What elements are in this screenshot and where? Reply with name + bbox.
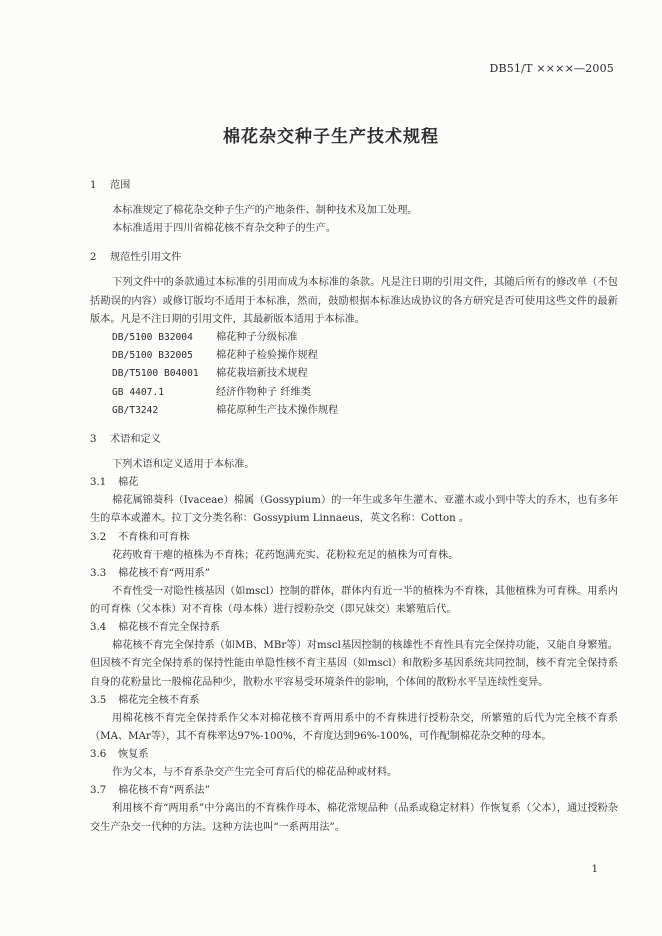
term-number: 3.3 (90, 567, 107, 579)
term-heading (90, 782, 618, 800)
reference-name: 经济作物种子 纤维类 (216, 386, 311, 398)
section-number: 2 (90, 252, 97, 264)
reference-name: 棉花原种生产技术操作规程 (216, 404, 339, 416)
term-heading (90, 619, 618, 637)
term-definition: 花药败育干瘪的植株为不育株；花药饱满充实、花粉粒充足的植株为可育株。 (112, 549, 459, 561)
section-heading-terms (90, 430, 618, 450)
term-title: 不育株和可育株 (118, 531, 190, 543)
section-title: 规范性引用文件 (110, 252, 182, 264)
section-heading-scope (90, 176, 618, 196)
paragraph: 本标准规定了棉花杂交种子生产的产地条件、制种技术及加工处理。 (112, 205, 418, 216)
section-number: 1 (90, 180, 97, 191)
standard-code: DB51/T ××××—2005 (489, 62, 614, 75)
term-title: 棉花完全核不育系 (118, 694, 200, 706)
paragraph: 下列术语和定义适用于本标准。 (112, 459, 255, 471)
reference-item (90, 365, 618, 383)
paragraph: 下列文件中的条款通过本标准的引用而成为本标准的条款。凡是注日期的引用文件，其随后所有的修改单（不包括勘误的内容）或修订版均不适用于本标准，然而，鼓励根据本标准达成协议的各方研究是否可使用这些文件的最新版本。凡是不注日期的引用文件，其最新版本适用于本标准。 (90, 277, 618, 325)
reference-item (90, 402, 618, 420)
document-body (90, 176, 618, 837)
term-heading (90, 565, 618, 583)
reference-item (90, 384, 618, 402)
section-number: 3 (90, 434, 97, 446)
section-heading-normative-references (90, 248, 618, 268)
reference-name: 棉花栽培新技术规程 (216, 368, 308, 380)
reference-code: GB/T3242 (112, 404, 159, 416)
term-heading (90, 474, 618, 492)
term-number: 3.5 (90, 694, 107, 706)
reference-item (90, 347, 618, 365)
reference-item (90, 329, 618, 347)
term-title: 棉花核不育“两系法” (118, 785, 210, 797)
term-title: 棉花核不育“两用系” (118, 567, 210, 579)
term-number: 3.7 (90, 785, 107, 797)
page-title: 棉花杂交种子生产技术规程 (223, 127, 439, 147)
term-definition: 不育性受一对隐性核基因（如mscl）控制的群体，群体内有近一半的植株为不育株，其他植株为可育株。用系内的可育株（父本株）对不育株（母本株）进行授粉杂交（即兄妹交）来繁殖后代。 (90, 585, 618, 616)
section-title: 范围 (110, 180, 131, 191)
term-number: 3.4 (90, 622, 107, 634)
term-definition: 棉花属锦葵科（Ivaceae）棉属（Gossypium）的一年生或多年生灌木、亚灌木或小到中等大的乔木，也有多年生的草本或灌木。拉丁文分类名称：Gossypium Linnaeus，英文名称：Cotton 。 (90, 495, 618, 525)
term-title: 棉花 (118, 477, 139, 489)
term-heading (90, 746, 618, 764)
reference-code: DB/5100 B32004 (112, 332, 193, 344)
term-title: 恢复系 (118, 749, 149, 761)
term-number: 3.2 (90, 531, 107, 543)
reference-name: 棉花种子分级标准 (216, 332, 298, 344)
term-definition: 用棉花核不育完全保持系作父本对棉花核不育两用系中的不育株进行授粉杂交，所繁殖的后代为完全核不育系（MA、MAr等），其不育株率达97%-100%，不育度达到96%-100%，可作配制棉花杂交种的母本。 (90, 712, 618, 743)
paragraph: 本标准适用于四川省棉花核不育杂交种子的生产。 (112, 223, 337, 235)
term-heading (90, 692, 618, 710)
term-definition: 作为父本，与不育系杂交产生完全可育后代的棉花品种或材料。 (112, 767, 398, 779)
term-heading (90, 529, 618, 547)
term-definition: 棉花核不育完全保持系（如MB、MBr等）对mscl基因控制的核雄性不育性具有完全保持功能，又能自身繁殖。但因核不育完全保持系的保持性能由单隐性核不育主基因（如mscl）和散粉多基因系统共同控制，核不育完全保持系自身的花粉量比一般棉花品种少，散粉水平容易受环境条件的影响，个体间的散粉水平呈连续性变异。 (90, 640, 618, 688)
reference-code: DB/T5100 B04001 (112, 368, 199, 380)
page-number: 1 (591, 864, 598, 875)
term-number: 3.6 (90, 749, 107, 761)
section-title: 术语和定义 (110, 434, 161, 446)
reference-code: DB/5100 B32005 (112, 350, 193, 362)
term-definition: 利用核不育“两用系”中分离出的不育株作母本、棉花常规品种（品系或稳定材料）作恢复系（父本），通过授粉杂交生产杂交一代种的方法。这种方法也叫“一系两用法”。 (90, 803, 618, 833)
reference-name: 棉花种子检验操作规程 (216, 350, 318, 362)
term-title: 棉花核不育完全保持系 (118, 622, 220, 634)
term-number: 3.1 (90, 477, 107, 489)
reference-code: GB 4407.1 (112, 386, 164, 398)
